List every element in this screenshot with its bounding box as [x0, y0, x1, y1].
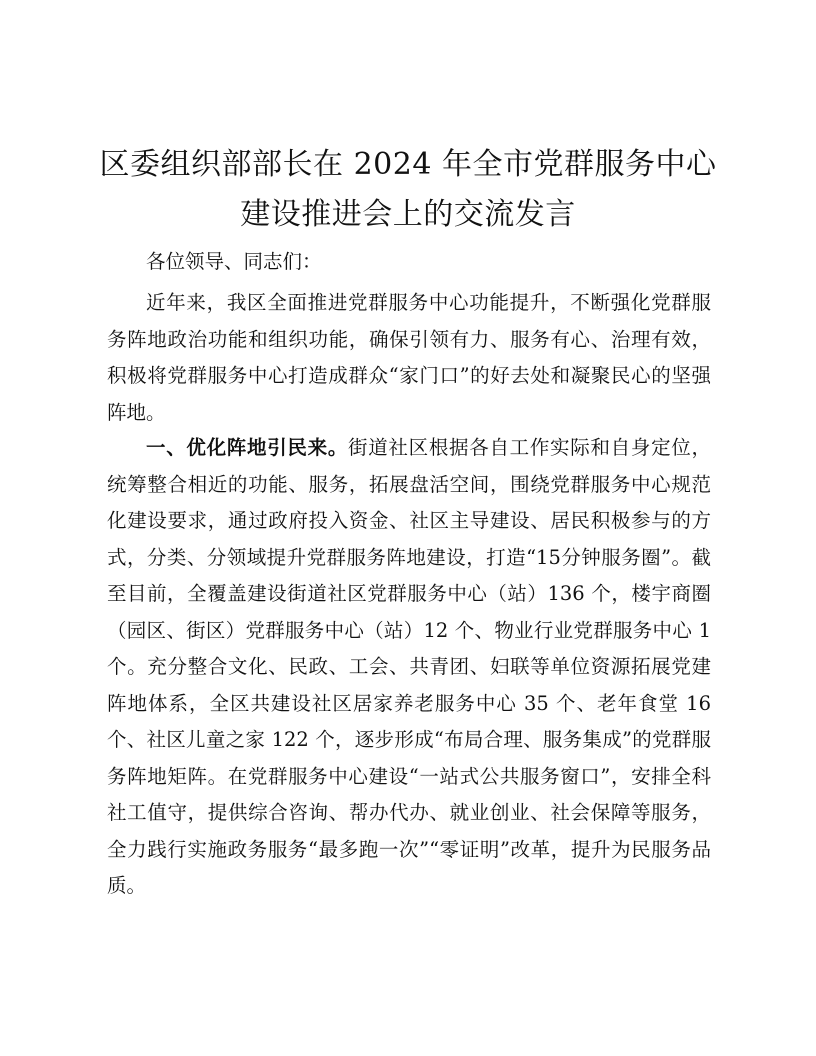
document-title-line-2: 建设推进会上的交流发言: [240, 197, 576, 232]
section-one-paragraph: [107, 430, 711, 905]
section-one-heading: 一、优化阵地引民来。: [146, 436, 349, 459]
section-one-body: 街道社区根据各自工作实际和自身定位，统筹整合相近的功能、服务，拓展盘活空间，围绕党群服务中心规范化建设要求，通过政府投入资金、社区主导建设、居民积极参与的方式，分类、分领域提升党群服务阵地建设，打造“15分钟服务圈”。截至目前，全覆盖建设街道社区党群服务中心（站）136 个，楼宇商圈（园区、街区）党群服务中心（站）12 个、物业行业党群服务中心 1 个。充分整合文化、民政、工会、共青团、妇联等单位资源拓展党建阵地体系，全区共建设社区居家养老服务中心 35 个、老年食堂 16 个、社区儿童之家 122 个，逐步形成“布局合理、服务集成”的党群服务阵地矩阵。在党群服务中心建设“一站式公共服务窗口”，安排全科社工值守，提供综合咨询、帮办代办、就业创业、社会保障等服务，全力践行实施政务服务“最多跑一次”“零证明”改革，提升为民服务品质。: [107, 436, 711, 897]
salutation: 各位领导、同志们：: [146, 250, 322, 273]
intro-paragraph: 近年来，我区全面推进党群服务中心功能提升，不断强化党群服务阵地政治功能和组织功能，确保引领有力、服务有心、治理有效，积极将党群服务中心打造成群众“家门口”的好去处和凝聚民心的坚强阵地。: [107, 291, 711, 424]
document-title-line-1: 区委组织部部长在 2024 年全市党群服务中心: [99, 147, 717, 182]
